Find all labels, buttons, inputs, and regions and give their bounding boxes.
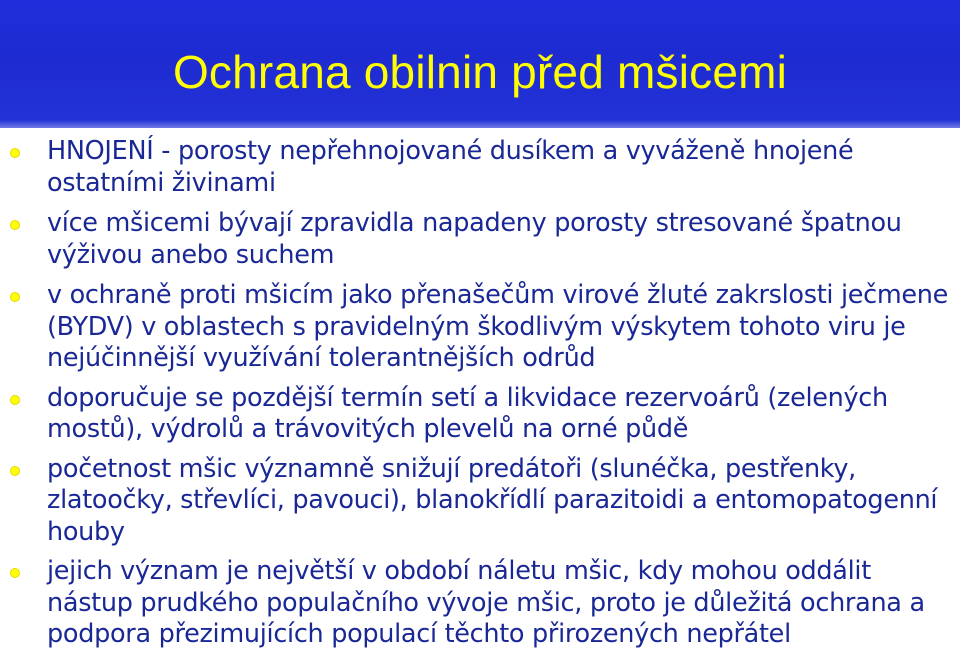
list-item: [0, 136, 960, 199]
bullet-dot-icon: [10, 395, 20, 405]
bullet-text: v ochraně proti mšicím jako přenašečům virové žluté zakrslosti ječmene (BYDV) v oblastech s pravidelným škodlivým výskytem tohoto viru je nejúčinnější využívání tolerantnějších odrůd: [47, 280, 949, 373]
bullet-dot-icon: [10, 568, 20, 578]
slide-title: Ochrana obilnin před mšicemi: [172, 46, 788, 98]
bullet-dot-icon: [10, 148, 20, 158]
title-bar: [0, 0, 960, 128]
bullet-text: početnost mšic významně snižují predátoři (slunéčka, pestřenky, zlatoočky, střevlíci, pavouci), blanokřídlí parazitoidi a entomopatogenní houby: [47, 453, 938, 547]
list-item: [0, 208, 960, 271]
bullet-dot-icon: [10, 220, 20, 230]
bullet-list: [0, 136, 960, 659]
list-item: [0, 556, 960, 651]
list-item: [0, 280, 960, 375]
bullet-text: jejich význam je největší v období náletu mšic, kdy mohou oddálit nástup prudkého populačního vývoje mšic, proto je důležitá ochrana a podpora přezimujících populací těchto přirozených nepřátel: [47, 556, 925, 649]
bullet-text: více mšicemi bývají zpravidla napadeny porosty stresované špatnou výživou anebo suchem: [47, 208, 902, 270]
list-item: [0, 454, 960, 549]
list-item: [0, 383, 960, 446]
bullet-dot-icon: [10, 292, 20, 302]
bullet-dot-icon: [10, 466, 20, 476]
bullet-text: HNOJENÍ - porosty nepřehnojované dusíkem a vyváženě hnojené ostatními živinami: [47, 136, 854, 198]
bullet-text: doporučuje se pozdější termín setí a likvidace rezervoárů (zelených mostů), výdrolů a trávovitých plevelů na orné půdě: [47, 382, 888, 444]
